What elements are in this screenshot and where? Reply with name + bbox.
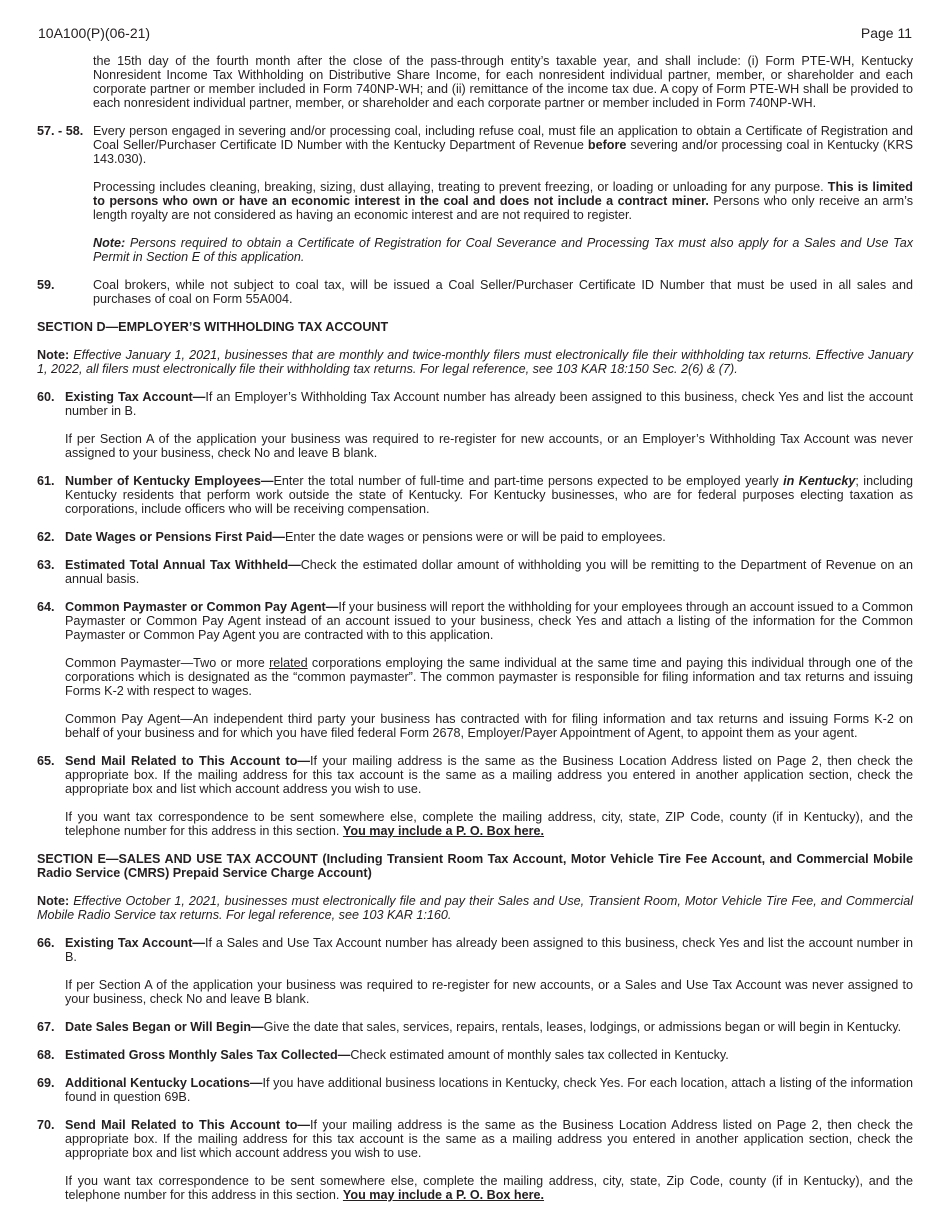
item-number: 68. — [37, 1048, 55, 1062]
item-paragraph: Existing Tax Account—If a Sales and Use Tax Account number has already been assigned to this business, check Yes and list the account number in B. — [65, 936, 913, 964]
item-paragraph: Common Pay Agent—An independent third party your business has contracted with for filing information and tax returns and issuing Forms K-2 on behalf of your business and for which you have filed federal Form 2678, Employer/Payer Appointment of Agent, to appoint them as your agent. — [65, 712, 913, 740]
item-number: 57. - 58. — [37, 124, 84, 138]
item-paragraph: If per Section A of the application your business was required to re-register for new accounts, or an Employer’s Withholding Tax Account was never assigned to your business, check No and leave B blank. — [65, 432, 913, 460]
item-59 — [37, 278, 913, 306]
item-number: 59. — [37, 278, 55, 292]
item-paragraph: Send Mail Related to This Account to—If your mailing address is the same as the Business Location Address listed on Page 2, then check the appropriate box. If the mailing address for this tax account is the same as a mailing address you entered in another application section, check the appropriate box and list which account address you wish to use. — [65, 1118, 914, 1160]
item-paragraph: Send Mail Related to This Account to—If your mailing address is the same as the Business Location Address listed on Page 2, then check the appropriate box. If the mailing address for this tax account is the same as a mailing address you entered in another application section, check the appropriate box and list which account address you wish to use. — [65, 754, 914, 796]
section-d-note: Note: Effective January 1, 2021, businesses that are monthly and twice-monthly filers must electronically file their withholding tax returns. Effective January 1, 2022, all filers must electronically file their withholding tax returns. For legal reference, see 103 KAR 18:150 Sec. 2(6) & (7). — [37, 348, 913, 376]
item-number: 64. — [37, 600, 55, 614]
item-number: 66. — [37, 936, 55, 950]
item-66 — [37, 936, 913, 1006]
item-number: 62. — [37, 530, 55, 544]
item-68 — [37, 1048, 913, 1062]
item-61 — [37, 474, 913, 516]
item-63 — [37, 558, 913, 586]
item-paragraph: Estimated Gross Monthly Sales Tax Collected—Check estimated amount of monthly sales tax collected in Kentucky. — [65, 1048, 729, 1062]
item-70 — [37, 1118, 913, 1202]
item-number: 69. — [37, 1076, 55, 1090]
item-paragraph: If you want tax correspondence to be sent somewhere else, complete the mailing address, city, state, Zip Code, county (if in Kentucky), and the telephone number for this address in this section. You may include a P. O. Box here. — [65, 1174, 913, 1202]
item-paragraph: Additional Kentucky Locations—If you have additional business locations in Kentucky, check Yes. For each location, attach a listing of the information found in question 69B. — [65, 1076, 913, 1104]
intro-paragraph: the 15th day of the fourth month after the close of the pass-through entity’s taxable year, and shall include: (i) Form PTE-WH, Kentucky Nonresident Income Tax Withholding on Distributive Share Income, for each nonresident individual partner, member, or shareholder and each corporate partner or member included in Form 740NP-WH; and (ii) remittance of the income tax due. A copy of Form PTE-WH shall be provided to each nonresident individual partner, member, or shareholder and each corporate partner or member included in Form 740NP-WH. — [93, 54, 913, 110]
item-paragraph: Common Paymaster—Two or more related corporations employing the same individual at the same time and paying this individual through one of the corporations which is designated as the “common paymaster”. The common paymaster is responsible for filing information and tax returns and issuing Forms K-2 with respect to wages. — [65, 656, 913, 698]
section-d-title: SECTION D—EMPLOYER’S WITHHOLDING TAX ACCOUNT — [37, 320, 389, 334]
item-number: 61. — [37, 474, 55, 488]
item-62 — [37, 530, 913, 544]
form-id: 10A100(P)(06-21) — [38, 25, 151, 41]
item-note: Note: Persons required to obtain a Certificate of Registration for Coal Severance and Processing Tax must also apply for a Sales and Use Tax Permit in Section E of this application. — [93, 236, 913, 264]
item-number: 60. — [37, 390, 55, 404]
item-57-58 — [37, 124, 913, 264]
item-67 — [37, 1020, 913, 1034]
item-69 — [37, 1076, 913, 1104]
item-paragraph: Every person engaged in severing and/or processing coal, including refuse coal, must file an application to obtain a Certificate of Registration and Coal Seller/Purchaser Certificate ID Number with the Kentucky Department of Revenue before severing and/or processing coal in Kentucky (KRS 143.030). — [93, 124, 913, 166]
item-paragraph: Coal brokers, while not subject to coal tax, will be issued a Coal Seller/Purchaser Certificate ID Number that must be used in all sales and purchases of coal on Form 55A004. — [93, 278, 913, 306]
page-number: Page 11 — [860, 25, 912, 41]
item-paragraph: Estimated Total Annual Tax Withheld—Check the estimated dollar amount of withholding you will be remitting to the Department of Revenue on an annual basis. — [65, 558, 913, 586]
item-number: 67. — [37, 1020, 55, 1034]
item-65 — [37, 754, 913, 838]
item-paragraph: If you want tax correspondence to be sent somewhere else, complete the mailing address, city, state, ZIP Code, county (if in Kentucky), and the telephone number for this address in this section. You may include a P. O. Box here. — [65, 810, 913, 838]
section-e-note: Note: Effective October 1, 2021, businesses must electronically file and pay their Sales and Use, Transient Room, Motor Vehicle Tire Fee, and Commercial Mobile Radio Service tax returns. For legal reference, see 103 KAR 1:160. — [37, 894, 913, 922]
item-paragraph: Date Wages or Pensions First Paid—Enter the date wages or pensions were or will be paid to employees. — [65, 530, 666, 544]
item-64 — [37, 600, 913, 740]
item-number: 65. — [37, 754, 55, 768]
document-body — [37, 54, 913, 1202]
item-paragraph: Date Sales Began or Will Begin—Give the date that sales, services, repairs, rentals, leases, lodgings, or admissions began or will begin in Kentucky. — [65, 1020, 902, 1034]
section-e-title: SECTION E—SALES AND USE TAX ACCOUNT (Including Transient Room Tax Account, Motor Vehicle Tire Fee Account, and Commercial Mobile Radio Service (CMRS) Prepaid Service Charge Account) — [37, 852, 913, 880]
item-paragraph: Processing includes cleaning, breaking, sizing, dust allaying, treating to prevent freezing, or loading or unloading for any purpose. This is limited to persons who own or have an economic interest in the coal and does not include a contract miner. Persons who only receive an arm’s length royalty are not considered as having an economic interest and are not required to register. — [93, 180, 914, 222]
item-paragraph: Number of Kentucky Employees—Enter the total number of full-time and part-time persons expected to be employed yearly in Kentucky; including Kentucky residents that perform work outside the state of Kentucky. For Kentucky businesses, who are for federal purposes electing taxation as corporations, include officers who will be receiving compensation. — [65, 474, 914, 516]
item-number: 70. — [37, 1118, 55, 1132]
item-paragraph: Common Paymaster or Common Pay Agent—If your business will report the withholding for your employees through an account issued to a Common Paymaster or Common Pay Agent instead of an account issued to your business, check Yes and attach a listing of the information for the Common Paymaster or Common Pay Agent you are contracted with to this application. — [65, 600, 913, 642]
page-header — [38, 26, 912, 42]
item-paragraph: If per Section A of the application your business was required to re-register for new accounts, or a Sales and Use Tax Account was never assigned to your business, check No and leave B blank. — [65, 978, 913, 1006]
item-number: 63. — [37, 558, 55, 572]
item-paragraph: Existing Tax Account—If an Employer’s Withholding Tax Account number has already been assigned to this business, check Yes and list the account number in B. — [65, 390, 913, 418]
item-60 — [37, 390, 913, 460]
